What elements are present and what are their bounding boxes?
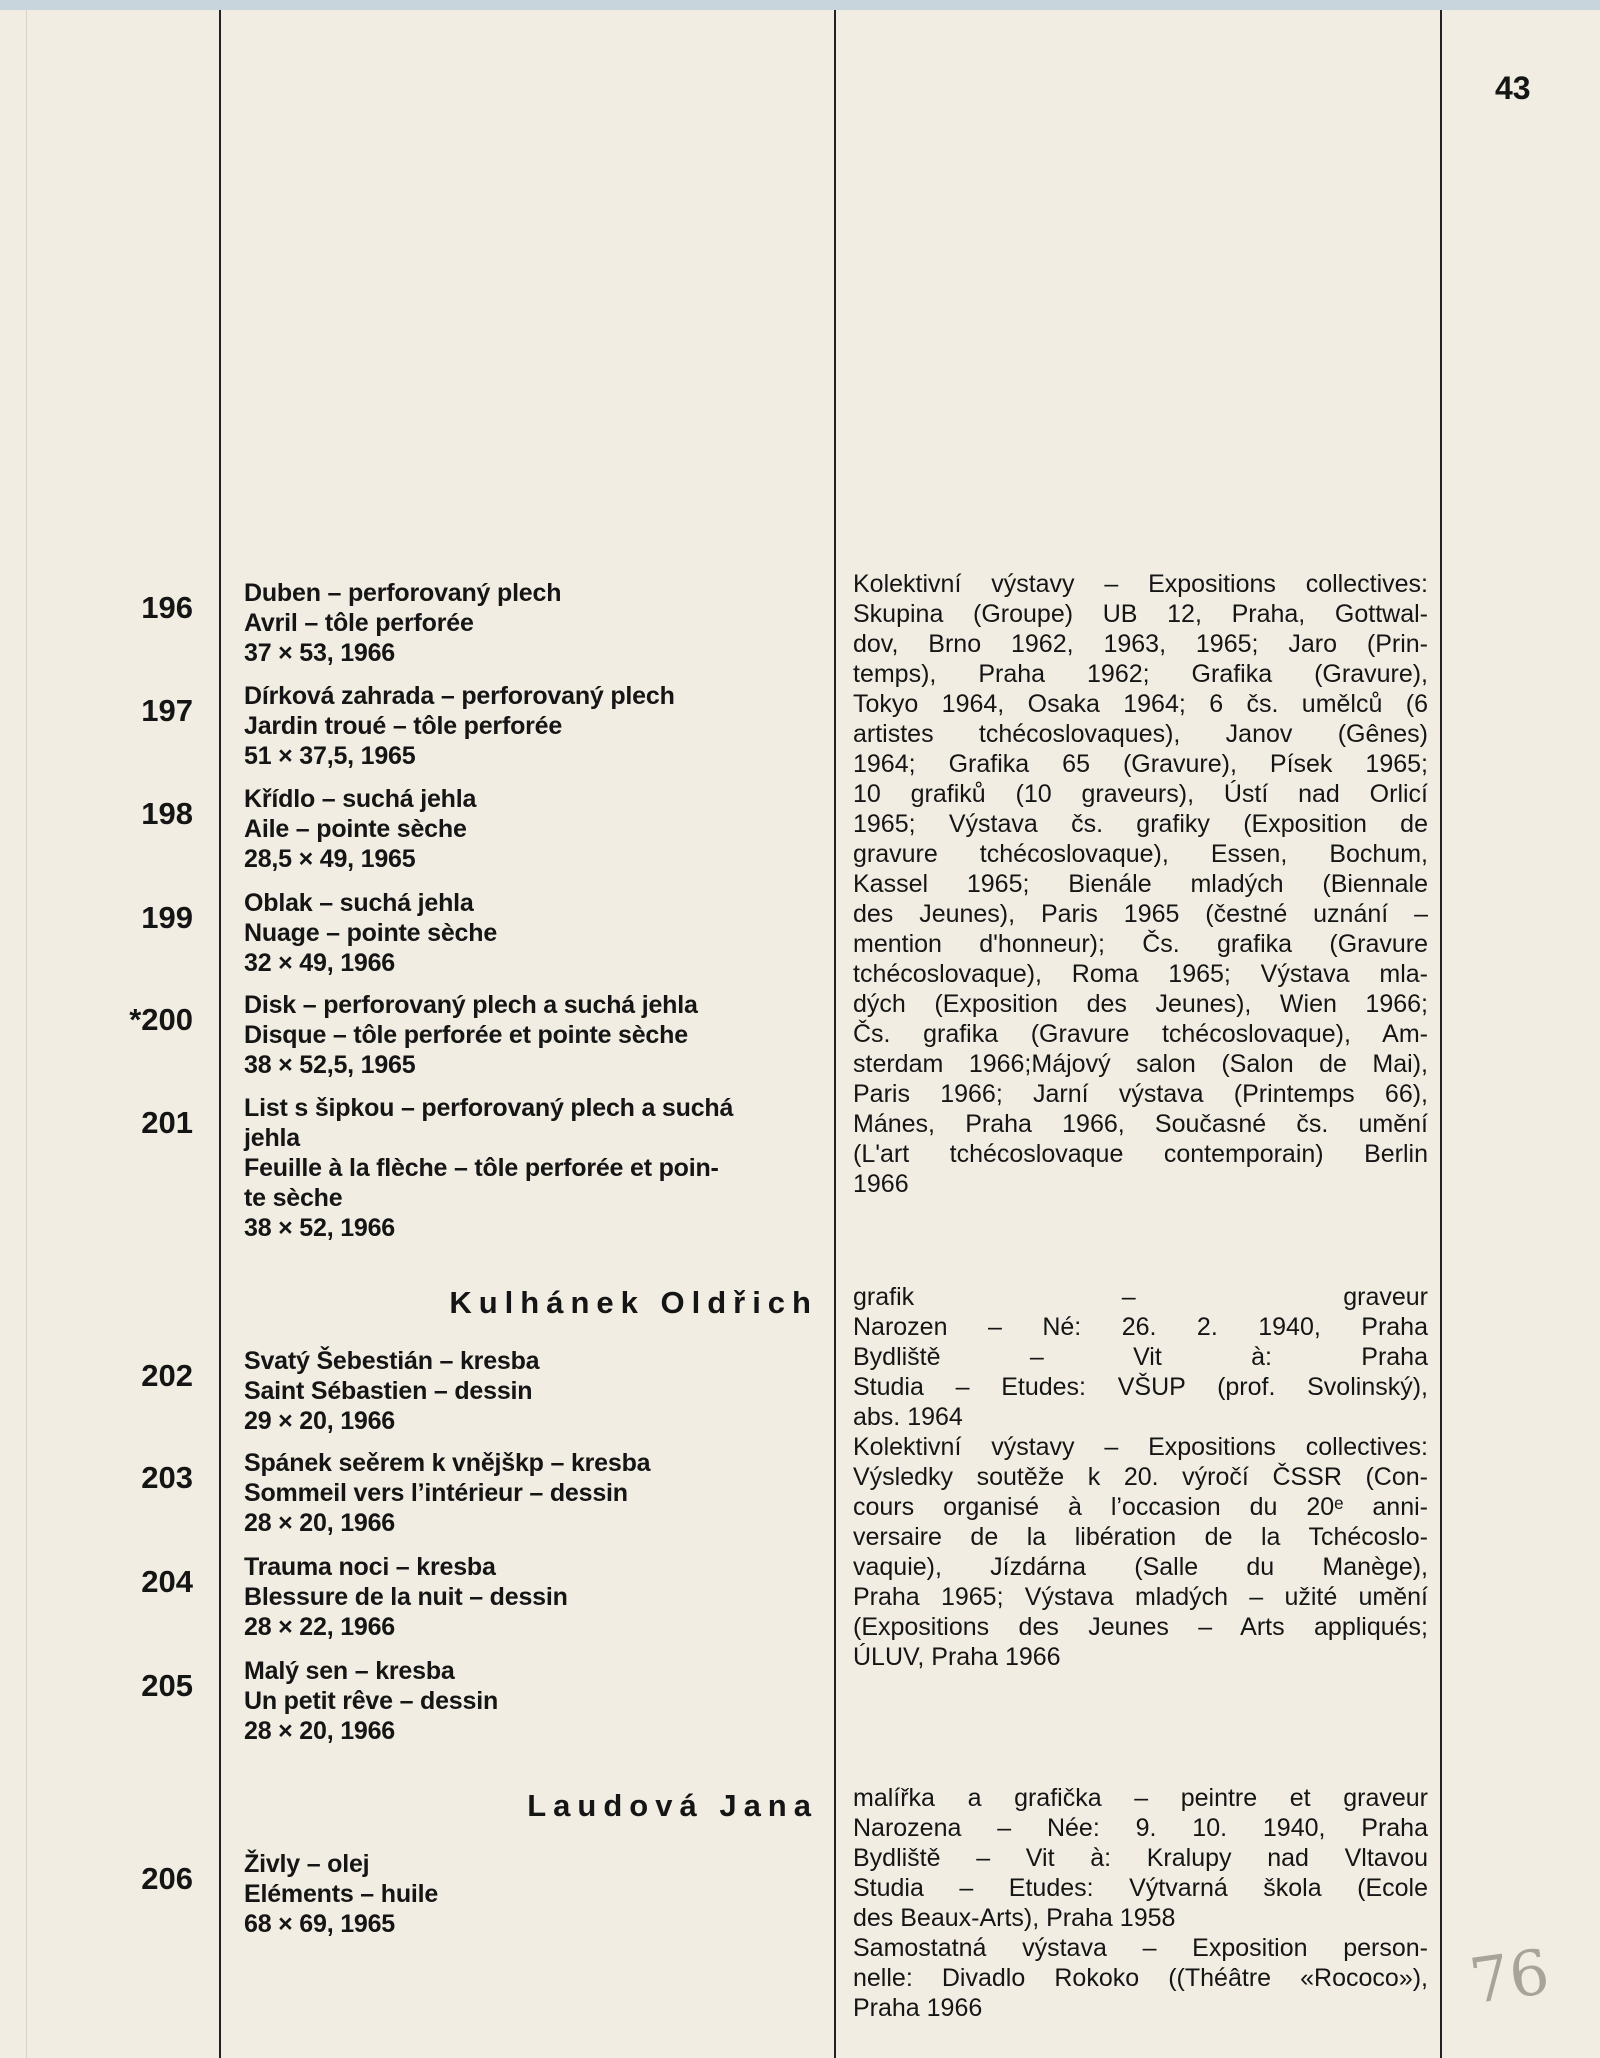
artist-bio [853,1783,1428,2023]
entry-line: Disk – perforovaný plech a suchá jehla [244,991,698,1019]
bio-line: Narozen – Né: 26. 2. 1940, Praha [853,1313,1428,1341]
entry-line: 51 × 37,5, 1965 [244,742,416,770]
entry-line: Svatý Šebestián – kresba [244,1347,540,1375]
entry-line: List s šipkou – perforovaný plech a suchá [244,1094,734,1122]
catalogue-entry [129,990,824,1080]
catalogue-entry [141,681,824,771]
bio-line: Paris 1966; Jarní výstava (Printemps 66), [853,1080,1428,1108]
entry-line: 32 × 49, 1966 [244,949,396,977]
bio-line: Praha 1965; Výstava mladých – užité umění [853,1583,1428,1611]
bio-line: Bydliště – Vit à: Kralupy nad Vltavou [853,1844,1428,1872]
bio-line: sterdam 1966;Májový salon (Salon de Mai), [853,1050,1428,1078]
entry-line: 28 × 22, 1966 [244,1613,396,1641]
bio-line: Praha 1966 [853,1994,983,2022]
bio-line: malířka a grafička – peintre et graveur [853,1784,1428,1812]
entry-line: 38 × 52,5, 1965 [244,1051,416,1079]
catalogue-entry [141,1552,824,1642]
entry-line: Oblak – suchá jehla [244,889,474,917]
entry-line: Živly – olej [244,1850,370,1878]
entry-line: 28 × 20, 1966 [244,1717,396,1745]
bio-line: Studia – Etudes: Výtvarná škola (Ecole [853,1874,1428,1902]
bio-line: Narozena – Née: 9. 10. 1940, Praha [853,1814,1428,1842]
entry-line: Saint Sébastien – dessin [244,1377,533,1405]
bio-line: 1964; Grafika 65 (Gravure), Písek 1965; [853,750,1428,778]
entry-line: Křídlo – suchá jehla [244,785,477,813]
scan-top-strip [0,0,1600,10]
artist-heading-kulhanek: Kulhánek Oldřich [449,1285,818,1320]
bio-line: (Expositions des Jeunes – Arts appliqués; [853,1613,1428,1641]
entry-line: Aile – pointe sèche [244,815,467,843]
entry-number: 206 [141,1861,193,1896]
catalogue-entry [141,578,824,668]
entry-line: 38 × 52, 1966 [244,1214,396,1242]
column-rule-3 [1440,10,1442,2058]
bio-line: des Jeunes), Paris 1965 (čestné uznání – [853,900,1428,928]
bio-line: temps), Praha 1962; Grafika (Gravure), [853,660,1428,688]
entry-number: 197 [141,693,193,728]
column-rule-2 [834,10,836,2058]
bio-line: Mánes, Praha 1966, Současné čs. umění [853,1110,1428,1138]
bio-line: Studia – Etudes: VŠUP (prof. Svolinský), [853,1373,1428,1401]
entry-number: *200 [129,1002,193,1037]
bio-line: 10 grafiků (10 graveurs), Ústí nad Orlicí [853,780,1428,808]
bio-line: mention d'honneur); Čs. grafika (Gravure [853,930,1428,958]
entry-line: Un petit rêve – dessin [244,1687,499,1715]
bio-line: ÚLUV, Praha 1966 [853,1643,1061,1671]
bio-line: vaquie), Jízdárna (Salle du Manège), [853,1553,1428,1581]
page-edge [26,10,27,2058]
entry-line: 37 × 53, 1966 [244,639,396,667]
catalogue-entry [141,1849,824,1939]
pencil-annotation: 76 [1465,1934,1554,2019]
bio-line: Kassel 1965; Bienále mladých (Biennale [853,870,1428,898]
entry-line: Spánek seěrem k vnějškp – kresba [244,1449,651,1477]
entry-line: Malý sen – kresba [244,1657,455,1685]
entry-line: 28 × 20, 1966 [244,1509,396,1537]
artist-heading-laudova: Laudová Jana [527,1788,818,1823]
bio-line: 1966 [853,1170,909,1198]
entry-line: Disque – tôle perforée et pointe sèche [244,1021,688,1049]
bio-line: Kolektivní výstavy – Expositions collectives: [853,1433,1428,1461]
entry-line: te sèche [244,1184,343,1212]
entry-number: 199 [141,900,193,935]
entry-line: 29 × 20, 1966 [244,1407,396,1435]
entry-line: Duben – perforovaný plech [244,579,562,607]
bio-line: Tokyo 1964, Osaka 1964; 6 čs. umělců (6 [853,690,1428,718]
page-number: 43 [1495,70,1531,106]
entry-line: 68 × 69, 1965 [244,1910,396,1938]
bio-line: des Beaux-Arts), Praha 1958 [853,1904,1176,1932]
catalogue-entry [141,1093,824,1243]
bio-line: abs. 1964 [853,1403,963,1431]
bio-line: (L'art tchécoslovaque contemporain) Berlin [853,1140,1428,1168]
artist-bio [853,1282,1428,1672]
entry-number: 198 [141,796,193,831]
bio-line: Bydliště – Vit à: Praha [853,1343,1428,1371]
bio-line: dých (Exposition des Jeunes), Wien 1966; [853,990,1428,1018]
entry-number: 204 [141,1564,193,1599]
bio-line: Čs. grafika (Gravure tchécoslovaque), Am- [853,1020,1428,1048]
entry-line: Trauma noci – kresba [244,1553,496,1581]
bio-line: dov, Brno 1962, 1963, 1965; Jaro (Prin- [853,630,1428,658]
entry-line: Nuage – pointe sèche [244,919,498,947]
entry-number: 205 [141,1668,193,1703]
catalogue-entry [141,888,824,978]
bio-line: Skupina (Groupe) UB 12, Praha, Gottwal- [853,600,1428,628]
bio-line: Výsledky soutěže k 20. výročí ČSSR (Con- [853,1463,1428,1491]
catalogue-entry [141,1656,824,1746]
bio-line: grafik – graveur [853,1283,1428,1311]
entry-line: jehla [244,1124,300,1152]
catalogue-entry [141,784,824,874]
artist-bio [853,569,1428,1199]
bio-line: 1965; Výstava čs. grafiky (Exposition de [853,810,1428,838]
bio-line: Kolektivní výstavy – Expositions collectives: [853,570,1428,598]
bio-line: artistes tchécoslovaques), Janov (Gênes) [853,720,1428,748]
bio-line: nelle: Divadlo Rokoko ((Théâtre «Rococo»), [853,1964,1428,1992]
entry-line: Blessure de la nuit – dessin [244,1583,568,1611]
bio-line: cours organisé à l’occasion du 20ᵉ anni- [853,1493,1428,1521]
catalogue-entry [141,1448,824,1538]
column-rule-1 [219,10,221,2058]
bio-line: gravure tchécoslovaque), Essen, Bochum, [853,840,1428,868]
entry-line: 28,5 × 49, 1965 [244,845,416,873]
entry-line: Jardin troué – tôle perforée [244,712,563,740]
entry-number: 196 [141,590,193,625]
entry-line: Dírková zahrada – perforovaný plech [244,682,675,710]
entry-line: Avril – tôle perforée [244,609,474,637]
bio-line: Samostatná výstava – Exposition person- [853,1934,1428,1962]
bio-line: tchécoslovaque), Roma 1965; Výstava mla- [853,960,1428,988]
entry-number: 201 [141,1105,193,1140]
entry-line: Feuille à la flèche – tôle perforée et poin- [244,1154,719,1182]
catalogue-entry [141,1346,824,1436]
entry-number: 203 [141,1460,193,1495]
entry-line: Eléments – huile [244,1880,439,1908]
entry-number: 202 [141,1358,193,1393]
bio-line: versaire de la libération de la Tchécoslo- [853,1523,1428,1551]
entry-line: Sommeil vers l’intérieur – dessin [244,1479,628,1507]
